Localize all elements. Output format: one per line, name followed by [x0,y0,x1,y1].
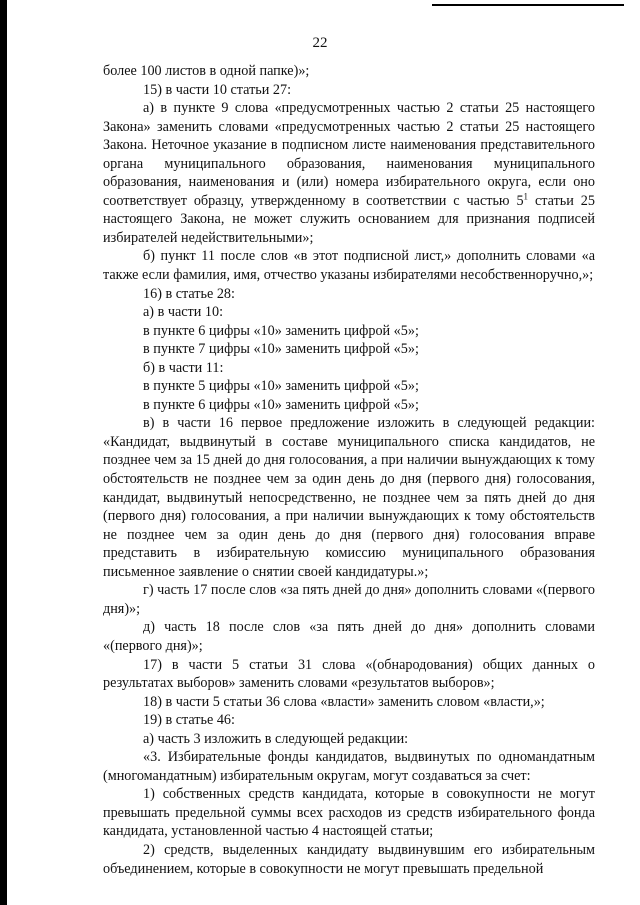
paragraph-text: а) часть 3 изложить в следующей редакции: [143,730,409,747]
scan-left-edge [0,0,7,905]
paragraph [103,62,595,81]
paragraph [103,618,595,655]
paragraph-text: д) часть 18 после слов «за пять дней до дня» дополнить словами «(первого дня)»; [103,619,595,654]
superscript: 1 [523,191,529,202]
paragraph-text: а) в части 10: [143,304,224,321]
paragraph [103,99,595,247]
paragraph [103,748,595,785]
paragraph-text: б) в части 11: [143,359,224,376]
paragraph-text: более 100 листов в одной папке)»; [103,63,310,79]
paragraph [103,414,595,581]
top-rule-line [432,4,624,6]
paragraph [103,322,595,341]
paragraph-text: 16) в статье 28: [143,285,235,302]
paragraph-text: 17) в части 5 статьи 31 слова «(обнародования) общих данных о результатах выборов» заменить словами «результатов выборов»; [103,656,595,692]
paragraph [103,303,595,322]
paragraph [103,581,595,618]
paragraph-text: в пункте 6 цифры «10» заменить цифрой «5»; [143,396,419,413]
paragraph [103,693,595,712]
paragraph [103,359,595,378]
paragraph [103,730,595,749]
paragraph-text: 2) средств, выделенных кандидату выдвинувшим его избирательным объединением, которые в совокупности не могут превышать предельной [103,841,595,877]
paragraph-text: в пункте 7 цифры «10» заменить цифрой «5»; [143,341,419,358]
paragraph-text: в пункте 5 цифры «10» заменить цифрой «5»; [143,378,419,395]
paragraph-text: 19) в статье 46: [143,712,235,729]
paragraph [103,396,595,415]
paragraph-text: в) в части 16 первое предложение изложить в следующей редакции: «Кандидат, выдвинутый в составе муниципального списка кандидатов, не позднее чем за 15 дней до дня голосования, а при наличии вынуждающих к тому обстоятельств не позднее чем за один день до дня (первого дня) голосования, кандидат, выдвинутый непосредственно, не позднее чем за пять дней до дня (первого дня) голосования, а при наличии вынуждающих к тому обстоятельств не позднее чем за один день до дня (первого дня) голосования вправе представить в избирательную комиссию муниципального образования письменное заявление о снятии своей кандидатуры.»; [103,415,595,580]
paragraph [103,340,595,359]
paragraph [103,785,595,841]
paragraph [103,711,595,730]
document-body [103,62,595,878]
paragraph [103,841,595,878]
paragraph [103,377,595,396]
paragraph-text: 1) собственных средств кандидата, которые в совокупности не могут превышать предельной суммы всех расходов из средств избирательного фонда кандидата, установленной частью 4 настоящей статьи; [103,786,595,840]
paragraph [103,247,595,284]
paragraph-text: а) в пункте 9 слова «предусмотренных частью 2 статьи 25 настоящего Закона» заменить словами «предусмотренных частью 2 статьи 25 настоящего Закона. Неточное указание в подписном листе наименования представительного органа муниципального образования, наименования муниципального образования, наименования и (или) номера избирательного округа, если оно соответствует образцу, утвержденному в соответствии с частью 5 [103,100,595,209]
paragraph [103,81,595,100]
page-number: 22 [312,35,328,51]
paragraph-text: 15) в части 10 статьи 27: [143,81,292,98]
paragraph-text: 18) в части 5 статьи 36 слова «власти» заменить словом «власти,»; [143,693,545,710]
paragraph-text: «3. Избирательные фонды кандидатов, выдвинутых по одномандатным (многомандатным) избирательным округам, могут создаваться за счет: [103,749,595,784]
paragraph-text: г) часть 17 после слов «за пять дней до дня» дополнить словами «(первого дня)»; [103,582,595,617]
paragraph [103,285,595,304]
paragraph [103,656,595,693]
paragraph-text: в пункте 6 цифры «10» заменить цифрой «5»; [143,322,419,339]
paragraph-text-continued: статьи 25 настоящего Закона, не может служить основанием для признания подписей избирателей недействительными»; [103,192,595,246]
paragraph-text: б) пункт 11 после слов «в этот подписной лист,» дополнить словами «а также если фамилия, имя, отчество указаны избирателями несобственноручно,»; [103,248,595,284]
